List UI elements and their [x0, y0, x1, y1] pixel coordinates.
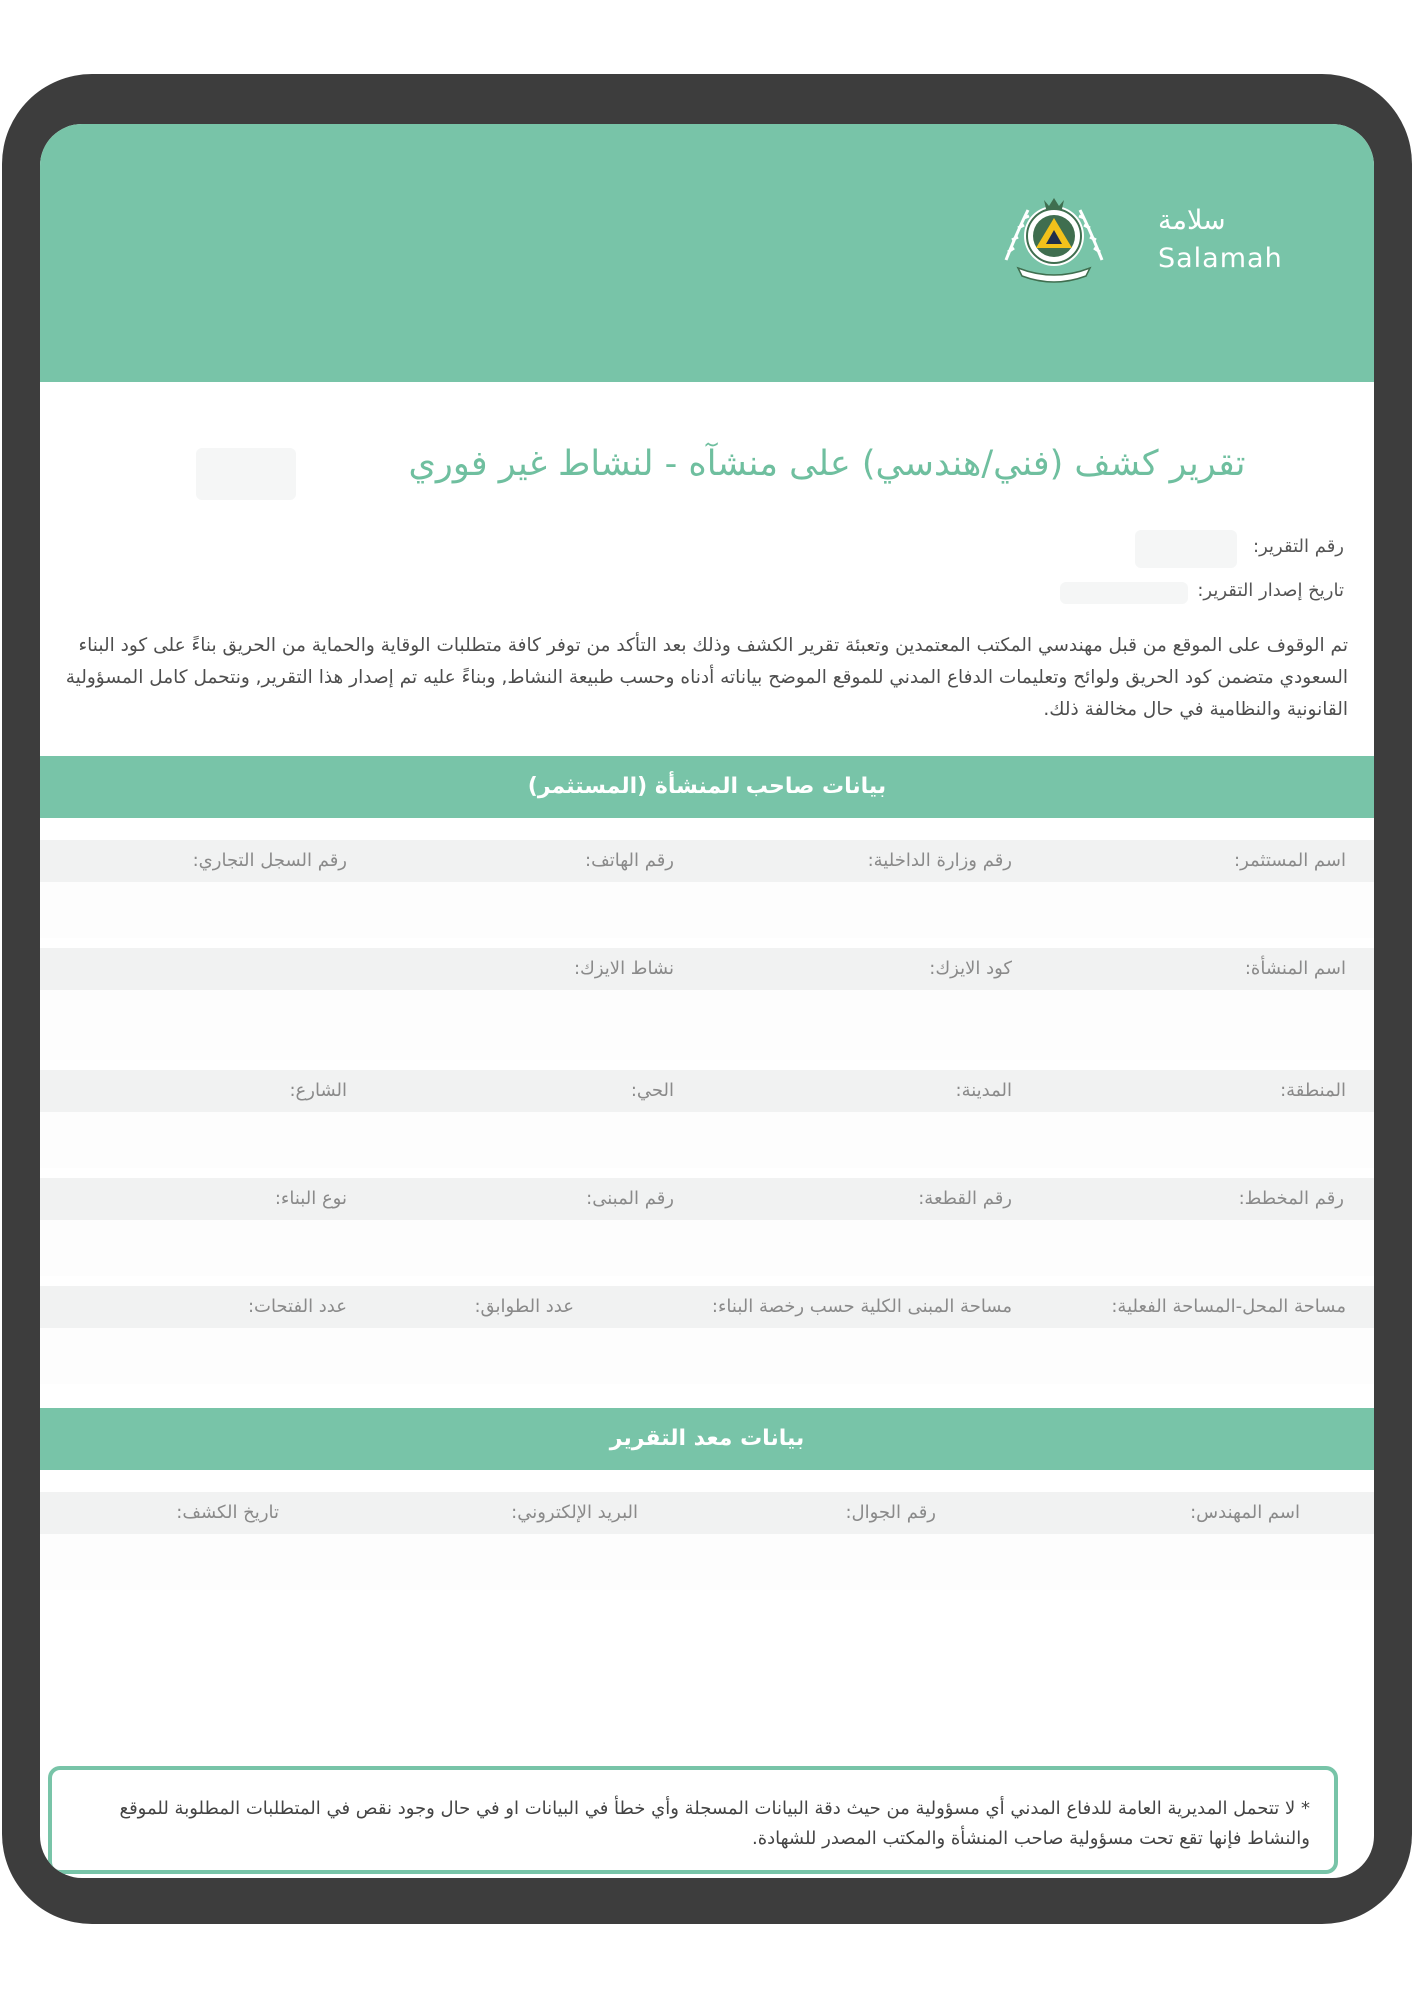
owner-values-4 — [40, 1220, 1374, 1276]
header-banner — [40, 124, 1374, 382]
field-city: المدينة: — [955, 1080, 1012, 1101]
field-investor-name: اسم المستثمر: — [1234, 850, 1346, 871]
field-total-building-area: مساحة المبنى الكلية حسب رخصة البناء: — [711, 1296, 1012, 1317]
field-engineer-name: اسم المهندس: — [1190, 1502, 1300, 1523]
field-isic-code: كود الايزك: — [929, 958, 1012, 979]
field-actual-area: مساحة المحل-المساحة الفعلية: — [1111, 1296, 1346, 1317]
owner-values-5 — [40, 1328, 1374, 1384]
brand-name-en: Salamah — [1158, 243, 1283, 274]
owner-values-1 — [40, 882, 1374, 938]
field-interior-ministry-number: رقم وزارة الداخلية: — [867, 850, 1012, 871]
owner-values-2 — [40, 990, 1374, 1060]
redacted-report-date — [1060, 582, 1188, 604]
owner-row-4 — [40, 1178, 1374, 1220]
owner-row-2 — [40, 948, 1374, 990]
redacted-report-number — [1135, 530, 1237, 568]
report-date-label: تاريخ إصدار التقرير: — [1197, 580, 1344, 601]
report-title: تقرير كشف (فني/هندسي) على منشآه - لنشاط غير فوري — [408, 444, 1246, 484]
screen — [40, 124, 1374, 1878]
preparer-values — [40, 1534, 1374, 1590]
owner-values-3 — [40, 1112, 1374, 1168]
field-region: المنطقة: — [1280, 1080, 1346, 1101]
owner-row-1 — [40, 840, 1374, 882]
field-inspection-date: تاريخ الكشف: — [176, 1502, 279, 1523]
field-floor-count: عدد الطوابق: — [474, 1296, 574, 1317]
field-plan-number: رقم المخطط: — [1238, 1188, 1344, 1209]
field-building-type: نوع البناء: — [274, 1188, 347, 1209]
field-plot-number: رقم القطعة: — [918, 1188, 1012, 1209]
field-district: الحي: — [630, 1080, 674, 1101]
field-commercial-register: رقم السجل التجاري: — [192, 850, 347, 871]
owner-section-header: بيانات صاحب المنشأة (المستثمر) — [40, 756, 1374, 818]
civil-defense-emblem-icon — [998, 190, 1110, 286]
disclaimer-box — [48, 1766, 1338, 1874]
field-street: الشارع: — [289, 1080, 347, 1101]
report-number-label: رقم التقرير: — [1253, 536, 1344, 557]
brand-logo — [1158, 202, 1283, 278]
preparer-section-header: بيانات معد التقرير — [40, 1408, 1374, 1470]
field-isic-activity: نشاط الايزك: — [573, 958, 674, 979]
disclaimer-text: * لا تتحمل المديرية العامة للدفاع المدني أي مسؤولية من حيث دقة البيانات المسجلة وأي خطأ في البيانات او في حال وجود نقص في المتطلبات المطلوبة للموقع والنشاط فإنها تقع تحت مسؤولية صاحب المنشأة والمكتب المصدر للشهادة. — [119, 1798, 1310, 1849]
preparer-row — [40, 1492, 1374, 1534]
redacted-block — [196, 448, 296, 500]
intro-paragraph: تم الوقوف على الموقع من قبل مهندسي المكتب المعتمدين وتعبئة تقرير الكشف وذلك بعد التأكد من توفر كافة متطلبات الوقاية والحماية من الحريق بناءً على كود البناء السعودي متضمن كود الحريق ولوائح وتعليمات الدفاع المدني للموقع الموضح بياناته أدناه وحسب طبيعة النشاط, وبناءً عليه تم إصدار هذا التقرير, ونتحمل كامل المسؤولية القانونية والنظامية في حال مخالفة ذلك. — [65, 635, 1348, 720]
field-openings-count: عدد الفتحات: — [247, 1296, 347, 1317]
field-mobile: رقم الجوال: — [845, 1502, 936, 1523]
field-phone: رقم الهاتف: — [585, 850, 674, 871]
owner-row-5 — [40, 1286, 1374, 1328]
field-facility-name: اسم المنشأة: — [1244, 958, 1346, 979]
field-building-number: رقم المبنى: — [586, 1188, 674, 1209]
brand-name-ar: سلامة — [1158, 205, 1226, 236]
owner-row-3 — [40, 1070, 1374, 1112]
field-email: البريد الإلكتروني: — [511, 1502, 638, 1523]
